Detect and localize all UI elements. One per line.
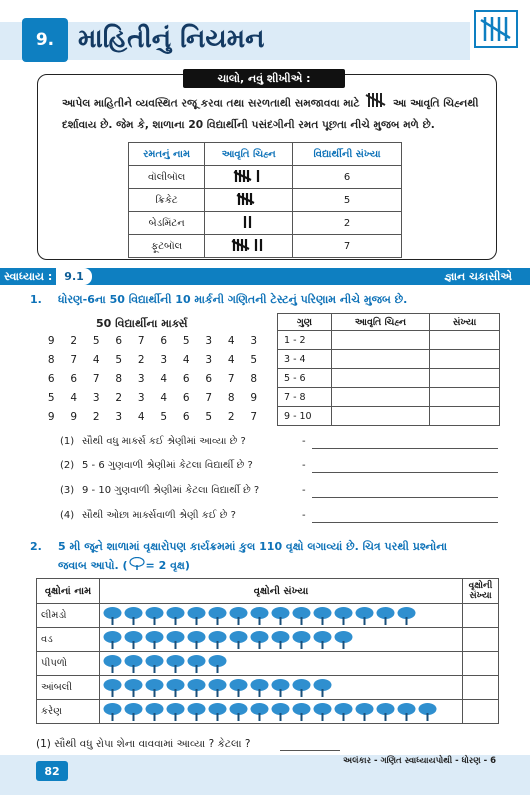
mark-value: 3 bbox=[250, 335, 258, 347]
tree-icons bbox=[100, 700, 463, 724]
tree-icon bbox=[228, 678, 249, 698]
game-name: વૉલીબૉલ bbox=[129, 166, 205, 189]
tree-count-cell[interactable] bbox=[463, 700, 499, 724]
answer-line[interactable] bbox=[312, 472, 498, 473]
learn-text bbox=[62, 92, 482, 135]
tree-icon bbox=[123, 678, 144, 698]
mark-value: 5 bbox=[250, 354, 258, 366]
tree-row bbox=[37, 628, 499, 652]
frequency-row bbox=[278, 331, 500, 350]
answer-line[interactable] bbox=[280, 750, 340, 751]
tree-icon bbox=[207, 630, 228, 650]
count-cell[interactable] bbox=[430, 388, 500, 407]
count-cell[interactable] bbox=[430, 407, 500, 426]
tree-icon bbox=[312, 702, 333, 722]
mark-value: 7 bbox=[137, 335, 145, 347]
count-cell[interactable] bbox=[430, 369, 500, 388]
tree-icon bbox=[228, 702, 249, 722]
q1-text: ધોરણ-6ના 50 વિદ્યાર્થીની 10 માર્કની ગણિતની ટેસ્ટનું પરિણામ નીચે મુજબ છે. bbox=[58, 293, 408, 306]
tree-icon bbox=[375, 606, 396, 626]
tree-icon bbox=[144, 606, 165, 626]
tree-icon bbox=[270, 702, 291, 722]
marks-group: 5 - 6 bbox=[278, 369, 332, 388]
tree-icon bbox=[333, 630, 354, 650]
sample-row bbox=[129, 212, 402, 235]
tree-icon bbox=[165, 630, 186, 650]
exercise-label: સ્વાધ્યાય : bbox=[4, 269, 53, 283]
marks-group: 1 - 2 bbox=[278, 331, 332, 350]
tree-icon bbox=[333, 702, 354, 722]
col-header-count: વિદ્યાર્થીની સંખ્યા bbox=[293, 143, 402, 166]
sub-question-number: (2) bbox=[60, 460, 75, 471]
mark-value: 4 bbox=[160, 392, 168, 404]
chapter-title: માહિતીનું નિયમન bbox=[78, 24, 265, 54]
student-count: 6 bbox=[293, 166, 402, 189]
q1-sub-question bbox=[60, 436, 246, 447]
tree-icon bbox=[144, 678, 165, 698]
tree-icons bbox=[100, 676, 463, 700]
mark-value: 4 bbox=[227, 354, 235, 366]
col-header-number: સંખ્યા bbox=[430, 314, 500, 331]
tree-icon bbox=[165, 654, 186, 674]
tally-logo-icon bbox=[474, 10, 518, 48]
page-number: 82 bbox=[36, 761, 68, 781]
frequency-row bbox=[278, 350, 500, 369]
sub-question-number: (3) bbox=[60, 485, 75, 496]
tally-cell[interactable] bbox=[332, 331, 430, 350]
tree-icon bbox=[102, 654, 123, 674]
sub-question-number: (1) bbox=[60, 436, 75, 447]
mark-value: 2 bbox=[227, 411, 235, 423]
mark-value: 2 bbox=[70, 335, 78, 347]
count-cell[interactable] bbox=[430, 350, 500, 369]
exercise-tag bbox=[4, 268, 92, 285]
count-cell[interactable] bbox=[430, 331, 500, 350]
tree-icon bbox=[354, 702, 375, 722]
mark-value: 8 bbox=[227, 392, 235, 404]
tree-icon bbox=[291, 630, 312, 650]
mark-value: 6 bbox=[160, 335, 168, 347]
tree-icon bbox=[186, 702, 207, 722]
marks-group: 3 - 4 bbox=[278, 350, 332, 369]
tree-icon bbox=[249, 678, 270, 698]
learn-text-part2: આ આવૃતિ ચિહ્નથી દર્શાવાય છે. જેમ કે, શાળાના 20 વિદ્યાર્થીની પસંદગીની રમત પૂછતા નીચે મુજબ મળે છે. bbox=[62, 97, 479, 131]
mark-value: 9 bbox=[47, 335, 55, 347]
student-count: 7 bbox=[293, 235, 402, 258]
tally-mark-icon bbox=[205, 166, 293, 189]
mark-value: 5 bbox=[160, 411, 168, 423]
tree-count-cell[interactable] bbox=[463, 676, 499, 700]
footer-book-title: અલંકાર - ગણિત સ્વાધ્યાયપોથી - ધોરણ - 6 bbox=[343, 756, 496, 766]
tree-icon bbox=[270, 606, 291, 626]
tree-name: કરેણ bbox=[37, 700, 100, 724]
tree-icon bbox=[375, 702, 396, 722]
marks-title: 50 વિદ્યાર્થીના માર્ક્સ bbox=[96, 317, 188, 330]
tree-icon bbox=[123, 654, 144, 674]
mark-value: 4 bbox=[92, 354, 100, 366]
tree-name: આંબલી bbox=[37, 676, 100, 700]
mark-value: 8 bbox=[47, 354, 55, 366]
tree-icon bbox=[123, 702, 144, 722]
mark-value: 7 bbox=[227, 373, 235, 385]
tree-row bbox=[37, 652, 499, 676]
tree-icon bbox=[249, 630, 270, 650]
q2-number: 2. bbox=[30, 540, 42, 553]
learn-text-part1: આપેલ માહિતીને વ્યવસ્થિત રજૂ કરવા તથા સરળતાથી સમજાવવા માટે bbox=[62, 97, 360, 110]
tree-icon bbox=[354, 606, 375, 626]
sample-row bbox=[129, 166, 402, 189]
q1-sub-question bbox=[60, 485, 259, 496]
tree-icon bbox=[144, 702, 165, 722]
sub-question-text: 5 - 6 ગુણવાળી શ્રેણીમાં કેટલા વિદ્યાર્થી છે ? bbox=[82, 460, 253, 471]
mark-value: 8 bbox=[115, 373, 123, 385]
col-header-tally-mark: આવૃતિ ચિહ્ન bbox=[332, 314, 430, 331]
tree-icon bbox=[207, 678, 228, 698]
marks-grid bbox=[40, 335, 265, 425]
tree-icon bbox=[312, 606, 333, 626]
game-name: બેડમિંટન bbox=[129, 212, 205, 235]
tree-icons bbox=[100, 652, 463, 676]
q1-sub-question bbox=[60, 510, 236, 521]
tree-row bbox=[37, 676, 499, 700]
mark-value: 7 bbox=[205, 392, 213, 404]
tree-name: લીમડો bbox=[37, 604, 100, 628]
tree-icon bbox=[102, 702, 123, 722]
mark-value: 4 bbox=[137, 411, 145, 423]
mark-value: 2 bbox=[92, 411, 100, 423]
q1-sub-question bbox=[60, 460, 253, 471]
marks-group: 7 - 8 bbox=[278, 388, 332, 407]
mark-value: 7 bbox=[250, 411, 258, 423]
sample-tally-table bbox=[128, 142, 402, 258]
tree-icon bbox=[228, 606, 249, 626]
frequency-table bbox=[277, 313, 500, 426]
tree-icon bbox=[291, 702, 312, 722]
tree-icon bbox=[165, 606, 186, 626]
mark-value: 5 bbox=[205, 411, 213, 423]
marks-group: 9 - 10 bbox=[278, 407, 332, 426]
sample-row bbox=[129, 235, 402, 258]
mark-value: 6 bbox=[47, 373, 55, 385]
mark-value: 3 bbox=[115, 411, 123, 423]
tree-row bbox=[37, 700, 499, 724]
mark-value: 3 bbox=[137, 392, 145, 404]
tree-icon bbox=[144, 630, 165, 650]
tree-icon bbox=[396, 702, 417, 722]
tree-icon bbox=[165, 702, 186, 722]
mark-value: 3 bbox=[160, 354, 168, 366]
mark-value: 9 bbox=[250, 392, 258, 404]
sub-question-text: સૌથી ઓછા માર્ક્સવાળી શ્રેણી કઈ છે ? bbox=[82, 510, 236, 521]
tree-icon bbox=[123, 630, 144, 650]
mark-value: 2 bbox=[115, 392, 123, 404]
answer-dash: - bbox=[302, 510, 306, 521]
tree-icons bbox=[100, 628, 463, 652]
tree-row bbox=[37, 604, 499, 628]
tree-icon bbox=[333, 606, 354, 626]
answer-line[interactable] bbox=[312, 497, 498, 498]
tally-cell[interactable] bbox=[332, 369, 430, 388]
tree-name: પીપળો bbox=[37, 652, 100, 676]
mark-value: 5 bbox=[92, 335, 100, 347]
student-count: 5 bbox=[293, 189, 402, 212]
col-header-tally: આવૃતિ ચિહ્ન bbox=[205, 143, 293, 166]
mark-value: 4 bbox=[227, 335, 235, 347]
answer-dash: - bbox=[302, 485, 306, 496]
tally-mark-icon bbox=[205, 212, 293, 235]
tree-icon bbox=[291, 678, 312, 698]
tree-key-icon bbox=[128, 557, 146, 574]
mark-value: 6 bbox=[182, 411, 190, 423]
mark-value: 3 bbox=[205, 335, 213, 347]
mark-value: 3 bbox=[137, 373, 145, 385]
col-header-marks: ગુણ bbox=[278, 314, 332, 331]
chapter-number: 9. bbox=[22, 18, 68, 62]
col-header-tree-count: વૃક્ષોની સંખ્યા bbox=[463, 579, 499, 604]
tree-icon bbox=[312, 630, 333, 650]
tree-icon bbox=[186, 606, 207, 626]
tree-icon bbox=[228, 630, 249, 650]
check-knowledge-tag: જ્ઞાન ચકાસીએ bbox=[444, 269, 512, 283]
tree-icon bbox=[312, 678, 333, 698]
tally-cell[interactable] bbox=[332, 407, 430, 426]
tree-icon bbox=[165, 678, 186, 698]
learn-tag: ચાલો, નવું શીખીએ : bbox=[183, 69, 345, 88]
mark-value: 9 bbox=[47, 411, 55, 423]
mark-value: 2 bbox=[137, 354, 145, 366]
tree-icon bbox=[417, 702, 438, 722]
tree-name: વડ bbox=[37, 628, 100, 652]
mark-value: 8 bbox=[250, 373, 258, 385]
frequency-row bbox=[278, 388, 500, 407]
answer-line[interactable] bbox=[312, 448, 498, 449]
sub-question-number: (4) bbox=[60, 510, 75, 521]
mark-value: 5 bbox=[47, 392, 55, 404]
q1-number: 1. bbox=[30, 293, 42, 306]
tree-icon bbox=[123, 606, 144, 626]
tree-count-cell[interactable] bbox=[463, 604, 499, 628]
tally-mark-icon bbox=[205, 189, 293, 212]
tree-icon bbox=[102, 630, 123, 650]
q2-sub-question-1: (1) સૌથી વધુ રોપા શેના વાવવામાં આવ્યા ? કેટલા ? bbox=[36, 738, 251, 750]
col-header-tree-icons: વૃક્ષોની સંખ્યા bbox=[100, 579, 463, 604]
sample-row bbox=[129, 189, 402, 212]
tree-icon bbox=[396, 606, 417, 626]
mark-value: 4 bbox=[160, 373, 168, 385]
tally-cell[interactable] bbox=[332, 388, 430, 407]
student-count: 2 bbox=[293, 212, 402, 235]
q2-line1: 5 મી જૂને શાળામાં વૃક્ષારોપણ કાર્યક્રમમાં કુલ 110 વૃક્ષો લગાવ્યાં છે. ચિત્ર પરથી પ્રશ્નોના bbox=[58, 540, 448, 553]
mark-value: 3 bbox=[92, 392, 100, 404]
tree-icon bbox=[270, 630, 291, 650]
tree-icon bbox=[207, 654, 228, 674]
tree-pictograph-table bbox=[36, 578, 499, 724]
mark-value: 5 bbox=[115, 354, 123, 366]
tree-icon bbox=[291, 606, 312, 626]
mark-value: 6 bbox=[205, 373, 213, 385]
sub-question-text: સૌથી વધુ માર્ક્સ કઈ શ્રેણીમાં આવ્યા છે ? bbox=[82, 436, 246, 447]
mark-value: 7 bbox=[92, 373, 100, 385]
tree-icon bbox=[270, 678, 291, 698]
mark-value: 6 bbox=[115, 335, 123, 347]
tree-icon bbox=[186, 678, 207, 698]
tree-icon bbox=[249, 702, 270, 722]
game-name: ફૂટબૉલ bbox=[129, 235, 205, 258]
tally-mark-icon bbox=[365, 92, 387, 115]
q2-line2-end: = 2 વૃક્ષ) bbox=[145, 558, 190, 572]
mark-value: 3 bbox=[205, 354, 213, 366]
answer-line[interactable] bbox=[312, 522, 498, 523]
frequency-row bbox=[278, 369, 500, 388]
exercise-number: 9.1 bbox=[56, 268, 92, 285]
mark-value: 7 bbox=[70, 354, 78, 366]
mark-value: 4 bbox=[70, 392, 78, 404]
tree-icons bbox=[100, 604, 463, 628]
tree-icon bbox=[207, 606, 228, 626]
mark-value: 5 bbox=[182, 335, 190, 347]
answer-dash: - bbox=[302, 460, 306, 471]
tree-icon bbox=[144, 654, 165, 674]
sub-question-text: 9 - 10 ગુણવાળી શ્રેણીમાં કેટલા વિદ્યાર્થી છે ? bbox=[82, 485, 260, 496]
q2-line2 bbox=[58, 557, 190, 574]
tree-icon bbox=[186, 630, 207, 650]
frequency-row bbox=[278, 407, 500, 426]
tree-icon bbox=[186, 654, 207, 674]
mark-value: 6 bbox=[182, 373, 190, 385]
col-header-tree-name: વૃક્ષોનાં નામ bbox=[37, 579, 100, 604]
mark-value: 6 bbox=[70, 373, 78, 385]
tree-icon bbox=[207, 702, 228, 722]
mark-value: 9 bbox=[70, 411, 78, 423]
game-name: ક્રિકેટ bbox=[129, 189, 205, 212]
tally-mark-icon bbox=[205, 235, 293, 258]
tally-cell[interactable] bbox=[332, 350, 430, 369]
answer-dash: - bbox=[302, 436, 306, 447]
tree-count-cell[interactable] bbox=[463, 652, 499, 676]
mark-value: 6 bbox=[182, 392, 190, 404]
q2-line2-start: જવાબ આપો. ( bbox=[58, 558, 128, 572]
mark-value: 4 bbox=[182, 354, 190, 366]
tree-count-cell[interactable] bbox=[463, 628, 499, 652]
tree-icon bbox=[249, 606, 270, 626]
tree-icon bbox=[102, 678, 123, 698]
col-header-game: રમતનું નામ bbox=[129, 143, 205, 166]
tree-icon bbox=[102, 606, 123, 626]
